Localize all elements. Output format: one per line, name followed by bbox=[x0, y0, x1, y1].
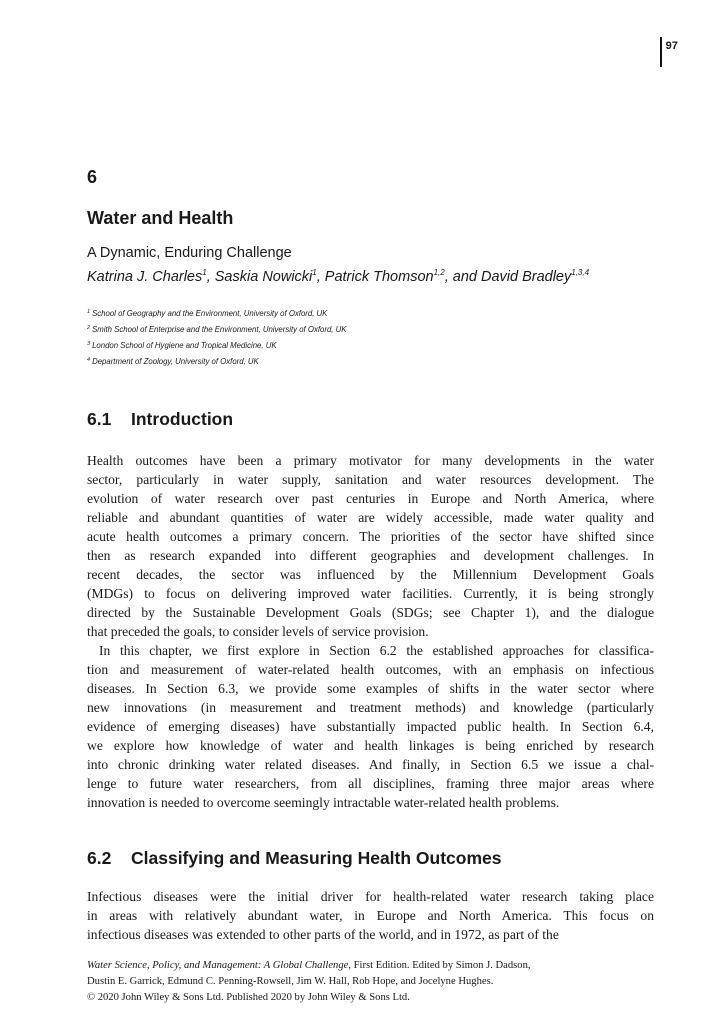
text-line: In this chapter, we first explore in Section 6.2 the established approaches for classifica- bbox=[99, 643, 654, 658]
section-heading-introduction bbox=[87, 409, 233, 430]
footer-line bbox=[87, 958, 531, 974]
affiliation-marker: 2 bbox=[87, 325, 91, 331]
section-title: Introduction bbox=[131, 409, 234, 429]
affiliation-text: Smith School of Enterprise and the Environment, University of Oxford, UK bbox=[92, 325, 347, 334]
author-name: Saskia Nowicki bbox=[214, 269, 313, 285]
author-affiliation-marker: 1,2 bbox=[433, 268, 445, 277]
text-line: evidence of emerging diseases) have substantially impacted public health. In Section 6.4, bbox=[87, 719, 654, 734]
text-line: (MDGs) to focus on delivering improved water facilities. Currently, it is being strongly bbox=[87, 586, 654, 601]
paragraph bbox=[87, 641, 654, 812]
text-line: tion and measurement of water-related health outcomes, with an emphasis on infectious bbox=[87, 662, 654, 677]
affiliation-marker: 4 bbox=[87, 357, 91, 363]
author-separator: , bbox=[316, 269, 325, 285]
author-separator: , bbox=[206, 269, 215, 285]
affiliation-marker: 1 bbox=[87, 309, 91, 315]
page-number: 97 bbox=[665, 40, 678, 52]
text-line: directed by the Sustainable Development Goals (SDGs; see Chapter 1), and the dialogue bbox=[87, 605, 654, 620]
copyright-footer bbox=[87, 958, 531, 1006]
section-title: Classifying and Measuring Health Outcomes bbox=[131, 848, 502, 868]
affiliation-text: Department of Zoology, University of Oxford, UK bbox=[92, 357, 259, 366]
page-number-marker bbox=[660, 37, 678, 67]
section-number: 6.2 bbox=[87, 848, 112, 868]
text-line: then as research expanded into different geographies and development challenges. In bbox=[87, 548, 654, 563]
paragraph bbox=[87, 887, 654, 944]
section-heading-classifying bbox=[87, 848, 502, 869]
text-line: we explore how knowledge of water and health linkages is being enriched by research bbox=[87, 738, 654, 753]
footer-line: © 2020 John Wiley & Sons Ltd. Published 2020 by John Wiley & Sons Ltd. bbox=[87, 992, 410, 1003]
text-line: that preceded the goals, to consider levels of service provision. bbox=[87, 624, 429, 639]
page-number-rule bbox=[660, 37, 662, 67]
author-affiliation-marker: 1 bbox=[312, 268, 317, 277]
author-affiliation-marker: 1 bbox=[202, 268, 207, 277]
book-title: Water Science, Policy, and Management: A Global Challenge bbox=[87, 960, 349, 971]
text-line: new innovations (in measurement and treatment methods) and knowledge (particularly bbox=[87, 700, 654, 715]
text-line: recent decades, the sector was influenced by the Millennium Development Goals bbox=[87, 567, 654, 582]
author-name: David Bradley bbox=[480, 269, 572, 285]
author-separator: , and bbox=[444, 269, 481, 285]
text-line: Infectious diseases were the initial driver for health-related water research taking place bbox=[87, 889, 654, 904]
chapter-subtitle: A Dynamic, Enduring Challenge bbox=[87, 245, 292, 261]
footer-line: Dustin E. Garrick, Edmund C. Penning-Rowsell, Jim W. Hall, Rob Hope, and Jocelyne Hughes. bbox=[87, 976, 494, 987]
affiliation-list bbox=[87, 305, 346, 369]
text-line: diseases. In Section 6.3, we provide some examples of shifts in the water sector where bbox=[87, 681, 654, 696]
affiliation-text: School of Geography and the Environment, University of Oxford, UK bbox=[92, 309, 328, 318]
chapter-title: Water and Health bbox=[87, 208, 234, 228]
author-list bbox=[87, 268, 589, 285]
edition-editors: , First Edition. Edited by Simon J. Dadson, bbox=[348, 960, 531, 971]
section-number: 6.1 bbox=[87, 409, 112, 429]
text-line: Health outcomes have been a primary motivator for many developments in the water bbox=[87, 453, 654, 468]
text-line: innovation is needed to overcome seemingly intractable water-related health problems. bbox=[87, 795, 560, 810]
author-affiliation-marker: 1,3,4 bbox=[571, 268, 590, 277]
affiliation bbox=[87, 337, 346, 353]
affiliation bbox=[87, 305, 346, 321]
author-name: Patrick Thomson bbox=[324, 269, 434, 285]
text-line: infectious diseases was extended to other parts of the world, and in 1972, as part of the bbox=[87, 927, 559, 942]
text-line: evolution of water research over past centuries in Europe and North America, where bbox=[87, 491, 654, 506]
paragraph bbox=[87, 451, 654, 641]
text-line: sector, particularly in water supply, sanitation and water resources development. The bbox=[87, 472, 654, 487]
author-name: Katrina J. Charles bbox=[87, 269, 203, 285]
text-line: reliable and abundant quantities of water are widely accessible, made water quality and bbox=[87, 510, 654, 525]
affiliation bbox=[87, 353, 346, 369]
chapter-number: 6 bbox=[87, 167, 98, 187]
text-line: lenge to future water researchers, from all disciplines, framing three major areas where bbox=[87, 776, 654, 791]
affiliation-text: London School of Hygiene and Tropical Medicine, UK bbox=[92, 341, 277, 350]
text-line: in areas with relatively abundant water, in Europe and North America. This focus on bbox=[87, 908, 654, 923]
text-line: into chronic drinking water related diseases. And finally, in Section 6.5 we issue a chal- bbox=[87, 757, 654, 772]
affiliation bbox=[87, 321, 346, 337]
text-line: acute health outcomes a primary concern. The priorities of the sector have shifted since bbox=[87, 529, 654, 544]
affiliation-marker: 3 bbox=[87, 341, 91, 347]
